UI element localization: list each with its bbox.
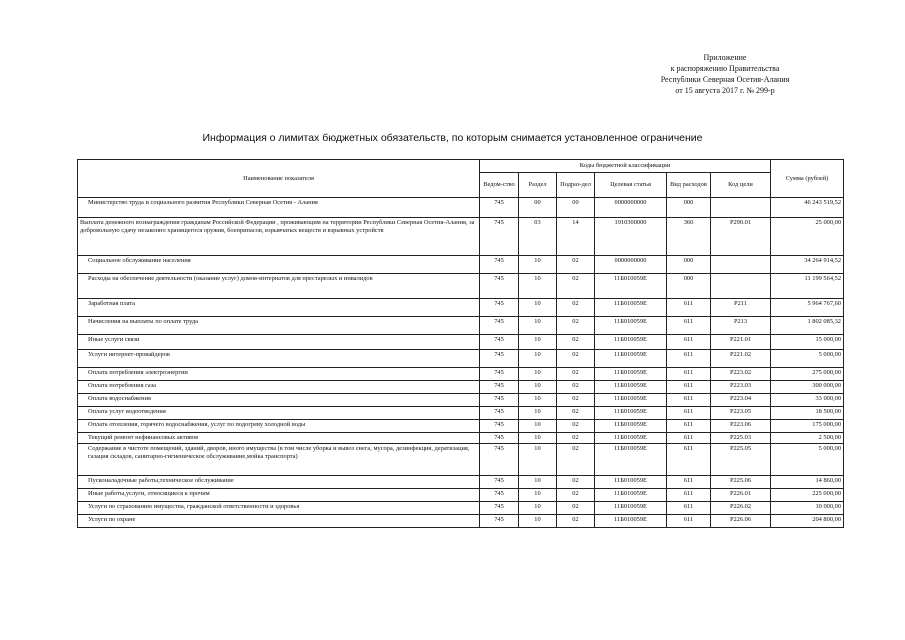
cell-subsection: 02 [557, 502, 595, 515]
cell-goal-code: P211 [711, 299, 771, 317]
cell-dept: 745 [480, 198, 519, 218]
cell-expense-type: 360 [667, 218, 711, 256]
cell-goal-code: P225.06 [711, 476, 771, 489]
cell-expense-type: 000 [667, 274, 711, 299]
cell-target: 11Б010059Е [595, 381, 667, 394]
cell-dept: 745 [480, 433, 519, 444]
table-row [78, 502, 844, 515]
cell-dept: 745 [480, 515, 519, 528]
cell-section: 03 [519, 218, 557, 256]
cell-dept: 745 [480, 444, 519, 476]
table-row [78, 274, 844, 299]
table-row [78, 489, 844, 502]
cell-sum: 15 000,00 [771, 335, 844, 350]
cell-sum: 1 802 085,32 [771, 317, 844, 335]
cell-expense-type: 611 [667, 394, 711, 407]
cell-goal-code: P226.06 [711, 515, 771, 528]
cell-goal-code: P225.05 [711, 444, 771, 476]
cell-name: Текущий ремонт нефинансовых активов [78, 433, 480, 444]
cell-subsection: 02 [557, 368, 595, 381]
table-row [78, 515, 844, 528]
cell-goal-code [711, 274, 771, 299]
table-row [78, 299, 844, 317]
cell-name: Оплата потребления электроэнергии [78, 368, 480, 381]
cell-subsection: 02 [557, 489, 595, 502]
cell-dept: 745 [480, 407, 519, 420]
budget-limits-table [77, 159, 844, 528]
header-name: Наименование показателя [78, 160, 480, 198]
cell-goal-code: P226.01 [711, 489, 771, 502]
cell-target: 11Б010059Е [595, 489, 667, 502]
cell-expense-type: 000 [667, 256, 711, 274]
cell-dept: 745 [480, 218, 519, 256]
appendix-line: Республики Северная Осетия-Алания [660, 75, 790, 84]
header-dept: Ведом-ство [480, 173, 519, 198]
cell-name: Содержание в чистоте помещений, зданий, дворов, иного имущества (в том числе уборка и вывоз снега, мусора, дезинфекция, дератизация, газация складов, санитарно-гигиеническое обслуживание,мойка транспорта) [78, 444, 480, 476]
cell-sum: 5 964 767,60 [771, 299, 844, 317]
cell-name: Оплата услуг водоотведения [78, 407, 480, 420]
cell-target: 0000000000 [595, 256, 667, 274]
table-row [78, 350, 844, 368]
cell-target: 11Б010059Е [595, 299, 667, 317]
header-subsection: Подраз-дел [557, 173, 595, 198]
table-row [78, 407, 844, 420]
cell-sum: 46 243 519,52 [771, 198, 844, 218]
cell-sum: 5 000,00 [771, 444, 844, 476]
cell-sum: 11 199 564,52 [771, 274, 844, 299]
cell-dept: 745 [480, 256, 519, 274]
table-row [78, 317, 844, 335]
cell-dept: 745 [480, 489, 519, 502]
cell-subsection: 02 [557, 335, 595, 350]
appendix-header [600, 52, 850, 96]
table-row [78, 476, 844, 489]
cell-section: 10 [519, 515, 557, 528]
cell-section: 10 [519, 256, 557, 274]
cell-subsection: 02 [557, 274, 595, 299]
cell-goal-code [711, 256, 771, 274]
cell-sum: 10 000,00 [771, 502, 844, 515]
cell-name: Услуги по охране [78, 515, 480, 528]
header-expense-type: Вид расходов [667, 173, 711, 198]
cell-goal-code [711, 198, 771, 218]
cell-subsection: 02 [557, 394, 595, 407]
cell-target: 1910300000 [595, 218, 667, 256]
cell-dept: 745 [480, 299, 519, 317]
cell-goal-code: P221.02 [711, 350, 771, 368]
cell-name: Начисления на выплаты по оплате труда [78, 317, 480, 335]
cell-expense-type: 611 [667, 489, 711, 502]
cell-subsection: 00 [557, 198, 595, 218]
cell-sum: 300 000,00 [771, 381, 844, 394]
cell-goal-code: P290.01 [711, 218, 771, 256]
cell-section: 10 [519, 274, 557, 299]
cell-name: Пусконаладочные работы,техническое обслуживание [78, 476, 480, 489]
cell-sum: 5 000,00 [771, 350, 844, 368]
cell-expense-type: 611 [667, 299, 711, 317]
cell-target: 11Б010059Е [595, 368, 667, 381]
cell-section: 10 [519, 476, 557, 489]
cell-expense-type: 611 [667, 350, 711, 368]
cell-section: 10 [519, 394, 557, 407]
cell-expense-type: 000 [667, 198, 711, 218]
cell-subsection: 02 [557, 420, 595, 433]
cell-section: 10 [519, 420, 557, 433]
cell-expense-type: 611 [667, 368, 711, 381]
header-target: Целевая статья [595, 173, 667, 198]
cell-target: 11Б010059Е [595, 476, 667, 489]
cell-subsection: 02 [557, 476, 595, 489]
document-title: Информация о лимитах бюджетных обязательств, по которым снимается установленное ограничение [202, 132, 703, 144]
table-row [78, 256, 844, 274]
cell-subsection: 02 [557, 256, 595, 274]
cell-expense-type: 611 [667, 433, 711, 444]
cell-expense-type: 611 [667, 476, 711, 489]
cell-name: Министерство труда и социального развития Республики Северная Осетия - Алания [78, 198, 480, 218]
cell-target: 11Б010059Е [595, 420, 667, 433]
cell-section: 10 [519, 502, 557, 515]
cell-dept: 745 [480, 420, 519, 433]
cell-dept: 745 [480, 335, 519, 350]
cell-dept: 745 [480, 274, 519, 299]
table-body [78, 198, 844, 528]
header-goal-code: Код цели [711, 173, 771, 198]
cell-expense-type: 611 [667, 420, 711, 433]
cell-dept: 745 [480, 394, 519, 407]
cell-goal-code: P223.04 [711, 394, 771, 407]
cell-subsection: 02 [557, 350, 595, 368]
cell-subsection: 02 [557, 299, 595, 317]
appendix-date-number: от 15 августа 2017 г. № 299-р [675, 86, 775, 95]
cell-target: 11Б010059Е [595, 407, 667, 420]
cell-section: 10 [519, 381, 557, 394]
appendix-line: к распоряжению Правительства [670, 64, 780, 73]
cell-dept: 745 [480, 350, 519, 368]
cell-sum: 175 000,00 [771, 420, 844, 433]
cell-goal-code: P223.05 [711, 407, 771, 420]
cell-name: Иные услуги связи [78, 335, 480, 350]
cell-dept: 745 [480, 502, 519, 515]
cell-section: 10 [519, 407, 557, 420]
cell-name: Оплата отопления, горячего водоснабжения, услуг по подогреву холодной воды [78, 420, 480, 433]
cell-target: 0000000000 [595, 198, 667, 218]
cell-goal-code: P225.03 [711, 433, 771, 444]
cell-name: Социальное обслуживание населения [78, 256, 480, 274]
cell-section: 10 [519, 317, 557, 335]
cell-name: Заработная плата [78, 299, 480, 317]
cell-target: 11Б010059Е [595, 350, 667, 368]
cell-expense-type: 611 [667, 335, 711, 350]
table-row [78, 394, 844, 407]
header-section: Раздел [519, 173, 557, 198]
table-row [78, 368, 844, 381]
cell-goal-code: P226.02 [711, 502, 771, 515]
cell-name: Выплата денежного вознаграждения гражданам Российской Федерации , проживающим на территории Республики Северная Осетия-Алания, за добровольную сдачу незаконно хранящегося оружия, боеприпасов, взрывчатых веществ и взрывных устройств [78, 218, 480, 256]
table-row [78, 444, 844, 476]
cell-sum: 33 000,00 [771, 394, 844, 407]
appendix-line: Приложение [703, 53, 747, 62]
cell-goal-code: P223.02 [711, 368, 771, 381]
cell-dept: 745 [480, 476, 519, 489]
cell-subsection: 02 [557, 444, 595, 476]
cell-sum: 18 500,00 [771, 407, 844, 420]
cell-target: 11Б010059Е [595, 502, 667, 515]
cell-goal-code: P223.06 [711, 420, 771, 433]
cell-name: Оплата водоснабжения [78, 394, 480, 407]
cell-dept: 745 [480, 368, 519, 381]
cell-goal-code: P221.01 [711, 335, 771, 350]
cell-section: 10 [519, 433, 557, 444]
table-row [78, 420, 844, 433]
cell-sum: 14 860,00 [771, 476, 844, 489]
cell-sum: 225 000,00 [771, 489, 844, 502]
cell-dept: 745 [480, 381, 519, 394]
cell-section: 00 [519, 198, 557, 218]
cell-name: Оплата потребления газа [78, 381, 480, 394]
header-sum: Сумма (рублей) [771, 160, 844, 198]
cell-goal-code: P213 [711, 317, 771, 335]
table-row [78, 381, 844, 394]
cell-subsection: 14 [557, 218, 595, 256]
table-row [78, 433, 844, 444]
cell-expense-type: 611 [667, 515, 711, 528]
cell-sum: 2 500,00 [771, 433, 844, 444]
cell-section: 10 [519, 299, 557, 317]
cell-target: 11Б010059Е [595, 394, 667, 407]
cell-sum: 204 800,00 [771, 515, 844, 528]
cell-section: 10 [519, 444, 557, 476]
cell-target: 11Б010059Е [595, 515, 667, 528]
cell-expense-type: 611 [667, 502, 711, 515]
cell-subsection: 02 [557, 381, 595, 394]
cell-sum: 34 264 914,52 [771, 256, 844, 274]
cell-target: 11Б010059Е [595, 433, 667, 444]
cell-section: 10 [519, 489, 557, 502]
cell-name: Расходы на обеспечение деятельности (оказание услуг) домов-интернатов для престарелых и инвалидов [78, 274, 480, 299]
cell-name: Иные работы,услуги, относящиеся к прочим [78, 489, 480, 502]
table-row [78, 218, 844, 256]
cell-section: 10 [519, 335, 557, 350]
cell-target: 11Б010059Е [595, 317, 667, 335]
cell-subsection: 02 [557, 433, 595, 444]
table-row [78, 335, 844, 350]
table-row [78, 198, 844, 218]
cell-dept: 745 [480, 317, 519, 335]
cell-expense-type: 611 [667, 444, 711, 476]
cell-target: 11Б010059Е [595, 274, 667, 299]
cell-subsection: 02 [557, 407, 595, 420]
cell-sum: 275 000,00 [771, 368, 844, 381]
cell-sum: 25 000,00 [771, 218, 844, 256]
cell-expense-type: 611 [667, 407, 711, 420]
cell-target: 11Б010059Е [595, 444, 667, 476]
header-codes: Коды бюджетной классификации [480, 160, 771, 173]
cell-subsection: 02 [557, 515, 595, 528]
cell-section: 10 [519, 368, 557, 381]
cell-goal-code: P223.03 [711, 381, 771, 394]
cell-section: 10 [519, 350, 557, 368]
cell-subsection: 02 [557, 317, 595, 335]
cell-name: Услуги интернет-провайдеров [78, 350, 480, 368]
cell-name: Услуги по страхованию имущества, гражданской ответственности и здоровья [78, 502, 480, 515]
cell-expense-type: 611 [667, 381, 711, 394]
cell-target: 11Б010059Е [595, 335, 667, 350]
cell-expense-type: 611 [667, 317, 711, 335]
